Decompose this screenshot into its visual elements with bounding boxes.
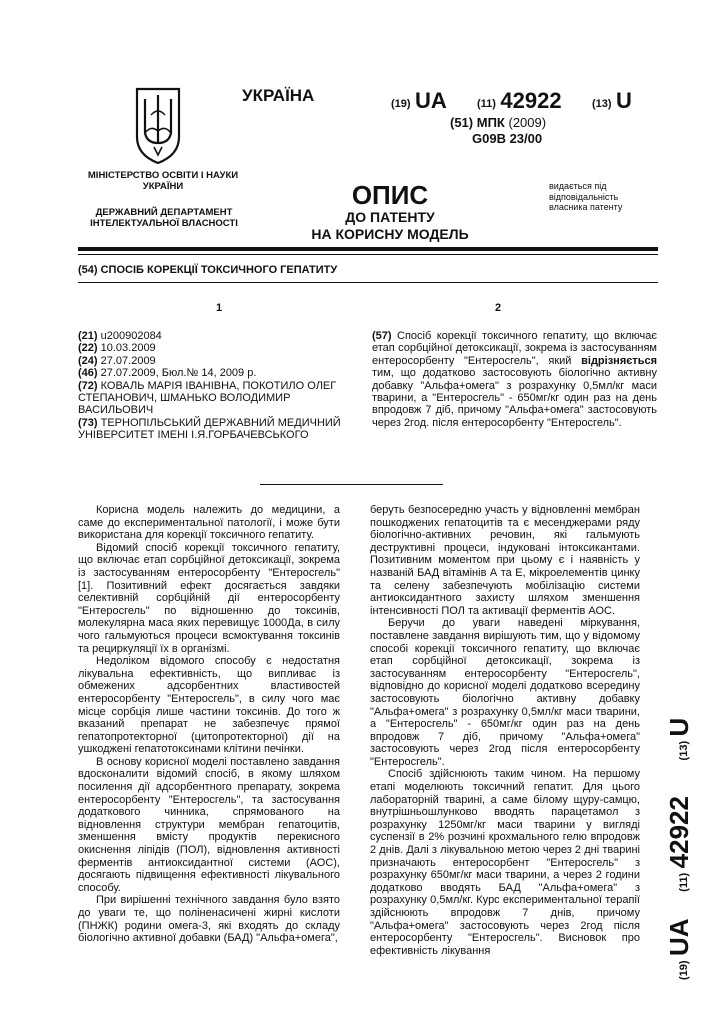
biblio-line: (21) u200902084 — [78, 330, 162, 342]
coat-of-arms-emblem — [133, 85, 183, 165]
code-11: (11) 42922 — [477, 88, 562, 113]
ipc-label: (51) МПК (2009) — [450, 115, 547, 130]
department-name: ДЕРЖАВНИЙ ДЕПАРТАМЕНТ ІНТЕЛЕКТУАЛЬНОЇ ВЛАСНОСТІ — [90, 207, 238, 229]
description-column-right — [370, 504, 640, 957]
header-divider-thin — [78, 254, 658, 255]
header-divider — [78, 247, 658, 251]
title-divider — [78, 282, 658, 283]
column-number-1: 1 — [216, 302, 223, 314]
biblio-line: (22) 10.03.2009 — [78, 342, 156, 355]
section-separator — [260, 484, 443, 485]
biblio-line: (46) 27.07.2009, Бюл.№ 14, 2009 р. — [78, 367, 257, 380]
country-heading: УКРАЇНА — [242, 86, 315, 105]
code-19: (19) UA — [391, 88, 447, 113]
column-number-2: 2 — [495, 302, 502, 314]
claim-text: (57) Спосіб корекції токсичного гепатиту, що включає етап сорбційної детоксикації, зокрема із застосуванням ентеросорбенту "Ентеросгель", який відрізняється тим, що додатково застосовують біологічно активну добавку "Альфа+омега" з розрахунку 0,5мл/кг маси тварини, а "Ентеросгель" - 650мг/кг один раз на день впродовж 7 діб, причому "Альфа+омега" застосовують через 2год. після ентеросорбенту "Ентеросгель". — [372, 330, 657, 429]
paragraph: Беручи до уваги наведені міркування, поставлене завдання вирішують тим, що у відомому способі корекції токсичного гепатиту, що включає етап сорбційної детоксикації, зокрема із застосуванням ентеросорбенту "Ентеросгель", відповідно до корисної моделі додатково всередину застосовують біологічно активну добавку "Альфа+омега" з розрахунку 0,5мл/кг маси тварини, а "Ентеросгель" - 650мг/кг один раз на день впродовж 7 діб, причому "Альфа+омега" застосовують через 2год після ентеросорбенту "Ентеросгель". — [370, 617, 640, 768]
vertical-patent-number: (19) UA (11) 42922 (13) U — [664, 717, 694, 980]
biblio-line-inventors: (72) КОВАЛЬ МАРІЯ ІВАНІВНА, ПОКОТИЛО ОЛЕГ СТЕПАНОВИЧ, ШМАНЬКО ВОЛОДИМИР ВАСИЛЬОВИЧ — [78, 379, 337, 417]
description-column-left — [78, 504, 340, 945]
document-title: ОПИС — [351, 180, 429, 210]
paragraph: Корисна модель належить до медицини, а саме до експериментальної патології, і може бути використана для корекції токсичного гепатиту. — [78, 504, 340, 542]
paragraph: В основу корисної моделі поставлено завдання вдосконалити відомий спосіб, в якому шляхом посилення дії адсорбентного препарату, зокрема ентеросорбенту "Ентеросгель", та застосування додаткового чинника, спрямованого на відновлення структури мембран гепатоцитів, зменшення вмісту продуктів перекисного окиснення ліпідів (ПОЛ), відновлення активності ферментів антиоксидантної системи (АОС), досягають підвищення ефективності лікувального способу. — [78, 755, 340, 894]
patent-title: (54) СПОСІБ КОРЕКЦІЇ ТОКСИЧНОГО ГЕПАТИТУ — [78, 264, 338, 276]
paragraph: Спосіб здійснюють таким чином. На першому етапі моделюють токсичний гепатит. Для цього лабораторній тварині, а саме білому щуру-самцю, внутрішньошлунково вводять парацетамол з розрахунку 1250мг/кг маси тварини у вигляді суспензії в 2% розчині крохмального гелю впродовж 2 днів. Далі з лікувальною метою через 2 дні тварині призначають ентеросорбент "Ентеросгель" з розрахунку 650мг/кг маси тварини, а через 2 години додатково вводять БАД "Альфа+омега" з розрахунку 0,5мл/кг. Курс експериментальної терапії здійснюють впродовж 7 днів, причому "Альфа+омега" застосовують через 2год після ентеросорбенту "Ентеросгель". Висновок про ефективність лікування — [370, 768, 640, 957]
paragraph: Відомий спосіб корекції токсичного гепатиту, що включає етап сорбційної детоксикації, зокрема із застосуванням ентеросорбенту "Ентеросгель" [1]. Позитивний ефект досягається завдяки селективній сорбційній дії ентеросорбенту "Ентеросгель" по відношенню до токсинів, молекулярна маса яких перевищує 1000Да, в силу чого гальмуються процеси всмоктування токсинів та рециркуляції їх в організмі. — [78, 541, 340, 655]
code-13: (13) U — [592, 88, 632, 113]
bibliographic-data — [78, 330, 350, 442]
ministry-name: МІНІСТЕРСТВО ОСВІТИ І НАУКИ УКРАЇНИ — [87, 170, 239, 192]
paragraph: Недоліком відомого способу є недостатня лікувальна ефективність, що випливає із обмежених адсорбентних властивостей ентеросорбенту "Ентеросгель", в силу чого має місце сорбція лише частини токсинів. До того ж вказаний препарат не забезпечує прямої гепатопротекторної (цитопротекторної) дії на ушкоджені гепатотоксинами клітини печінки. — [78, 655, 340, 756]
document-subtitle: ДО ПАТЕНТУ НА КОРИСНУ МОДЕЛЬ — [311, 209, 469, 242]
paragraph: При вирішенні технічного завдання було взято до уваги те, що поліненасичені жирні кислоти (ПНЖК) родини омега-3, які входять до складу біологічно активної добавки (БАД) "Альфа+омега", — [78, 894, 340, 945]
paragraph: беруть безпосередню участь у відновленні мембран пошкоджених гепатоцитів та є месенджерами ряду біологічно-активних речовин, які гальмують деструктивні процеси, індуковані інтоксикантами. Позитивним моментом при цьому є і наявність у названій БАД вітамінів А та Е, мікроелементів цинку та селену забезпечують мобілізацію системи антиоксидантного захисту шляхом зменшення інтенсивності ПОЛ та активації ферментів АОС. — [370, 504, 640, 617]
biblio-line: (24) 27.07.2009 — [78, 354, 156, 367]
issued-note: видається під відповідальність власника патенту — [549, 181, 623, 212]
ipc-code: G09B 23/00 — [472, 131, 543, 146]
biblio-line-owner: (73) ТЕРНОПІЛЬСЬКИЙ ДЕРЖАВНИЙ МЕДИЧНИЙ УНІВЕРСИТЕТ ІМЕНІ І.Я.ГОРБАЧЕВСЬКОГО — [78, 416, 341, 442]
